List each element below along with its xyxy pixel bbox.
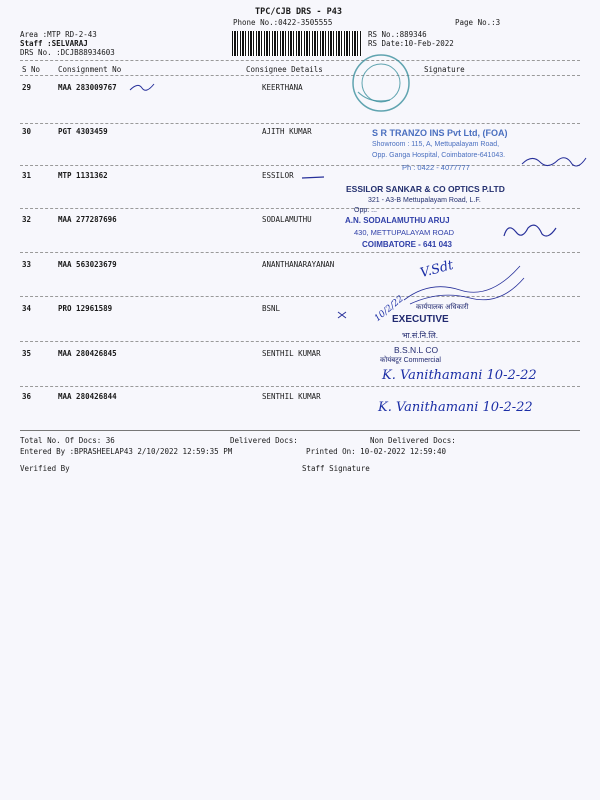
header-bottom-divider: [20, 75, 580, 76]
cross-mark-icon: [336, 310, 350, 320]
row-consignee: SODALAMUTHU: [262, 215, 312, 224]
row-sno: 31: [22, 171, 32, 180]
col-consignee-details: Consignee Details: [246, 65, 323, 74]
dash-mark-icon: [300, 174, 330, 182]
verified-by: Verified By: [20, 464, 70, 473]
row-sno: 34: [22, 304, 32, 313]
row-consignee: KEERTHANA: [262, 83, 303, 92]
essilor-stamp-line1: ESSILOR SANKAR & CO OPTICS P.LTD: [346, 184, 505, 194]
pen-mark-icon: [128, 80, 158, 96]
row-divider: [20, 165, 580, 166]
drs-title: TPC/CJB DRS - P43: [255, 7, 342, 17]
sr-stamp-line3: Opp. Ganga Hospital, Coimbatore-641043.: [372, 152, 506, 159]
barcode-icon: [232, 31, 362, 56]
signature-row-36: K. Vanithamani 10-2-22: [378, 400, 533, 415]
essilor-stamp-line3: Opp. ...: [354, 207, 377, 214]
printed-on: Printed On: 10-02-2022 12:59:40: [306, 447, 446, 456]
signature-scribble-icon: [520, 150, 590, 174]
staff-field: Staff :SELVARAJ: [20, 39, 88, 48]
essilor-stamp-line2: 321 - A3-B Mettupalayam Road, L.F.: [368, 197, 481, 204]
row-divider: [20, 386, 580, 387]
table-end-divider: [20, 430, 580, 431]
entered-by: Entered By :BPRASHEELAP43 2/10/2022 12:59:35 PM: [20, 447, 233, 456]
phone-number: Phone No.:0422-3505555: [233, 18, 333, 27]
row-sno: 33: [22, 260, 32, 269]
row-consignment: MTP 1131362: [58, 171, 108, 180]
col-consignment-no: Consignment No: [58, 65, 122, 74]
rs-number: RS No.:889346: [368, 30, 427, 39]
sr-stamp-line2: Showroom : 115, A, Mettupalayam Road,: [372, 141, 500, 148]
row-consignment: MAA 280426844: [58, 392, 117, 401]
row-consignment: MAA 280426845: [58, 349, 117, 358]
header-top-divider: [20, 60, 580, 61]
sr-stamp-line1: S R TRANZO INS Pvt Ltd, (FOA): [372, 128, 508, 138]
row-divider: [20, 341, 580, 342]
row-sno: 32: [22, 215, 32, 224]
bsnl-stamp-line3: भा.सं.नि.लि.: [402, 331, 439, 340]
row-divider: [20, 252, 580, 253]
signature-scribble-icon: [500, 218, 560, 244]
round-stamp-icon: [350, 52, 412, 114]
total-docs: Total No. Of Docs: 36: [20, 436, 115, 445]
bsnl-stamp-line1: EXECUTIVE: [392, 314, 449, 325]
handwritten-note-1: V.Sdt: [418, 257, 456, 282]
row-consignee: SENTHIL KUMAR: [262, 349, 321, 358]
signature-row-35: K. Vanithamani 10-2-22: [382, 368, 537, 383]
bsnl-stamp-line2: कार्यपालक अधिकारी: [416, 304, 469, 311]
row-consignment: MAA 277287696: [58, 215, 117, 224]
sodala-stamp-line2: 430, METTUPALAYAM ROAD: [354, 228, 455, 237]
row-sno: 29: [22, 83, 32, 92]
page-number: Page No.:3: [455, 18, 501, 27]
staff-signature-label: Staff Signature: [302, 464, 370, 473]
drs-number: DRS No. :DCJB88934603: [20, 48, 115, 57]
row-divider: [20, 123, 580, 124]
col-s-no: S No: [22, 65, 41, 74]
row-divider: [20, 208, 580, 209]
row-sno: 36: [22, 392, 32, 401]
row-consignee: AJITH KUMAR: [262, 127, 312, 136]
row-consignment: MAA 283009767: [58, 83, 117, 92]
row-consignee: ANANTHANARAYANAN: [262, 260, 335, 269]
col-signature: Signature: [424, 65, 465, 74]
non-delivered-docs: Non Delivered Docs:: [370, 436, 456, 445]
row-consignment: PGT 4303459: [58, 127, 108, 136]
bsnl-stamp-line4: B.S.N.L CO: [394, 345, 439, 355]
rs-date: RS Date:10-Feb-2022: [368, 39, 454, 48]
bsnl-stamp-line5: कोयंबटूर Commercial: [380, 357, 441, 364]
row-consignment: MAA 563023679: [58, 260, 117, 269]
sodala-stamp-line3: COIMBATORE - 641 043: [362, 240, 452, 249]
row-consignee: ESSILOR: [262, 171, 294, 180]
row-consignee: SENTHIL KUMAR: [262, 392, 321, 401]
delivered-docs: Delivered Docs:: [230, 436, 298, 445]
row-consignee: BSNL: [262, 304, 281, 313]
row-sno: 35: [22, 349, 32, 358]
row-consignment: PRO 12961589: [58, 304, 113, 313]
row-sno: 30: [22, 127, 32, 136]
handwritten-note-2: 10/2/22: [372, 294, 406, 324]
sodala-stamp-line1: A.N. SODALAMUTHU ARUJ: [345, 216, 450, 225]
sr-stamp-line4: Ph : 0422 - 4077777: [402, 163, 470, 172]
area-field: Area :MTP RD-2-43: [20, 30, 97, 39]
